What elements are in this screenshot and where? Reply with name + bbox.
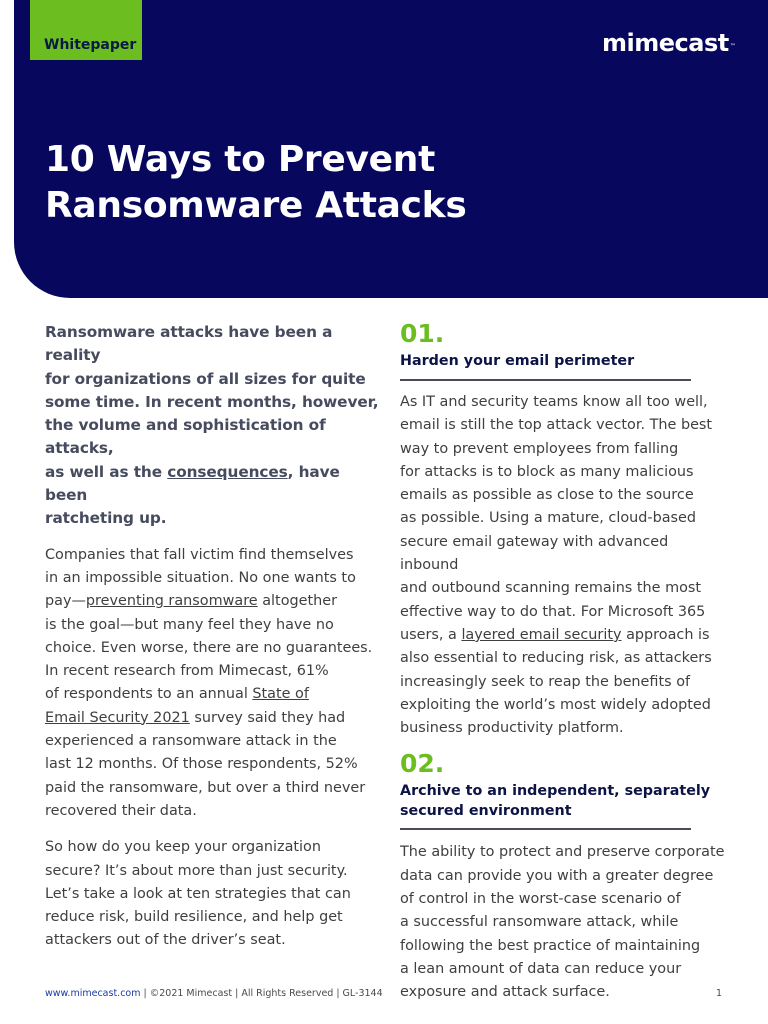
- intro-column: [45, 321, 380, 953]
- body-line: of control in the worst-case scenario of: [400, 891, 681, 908]
- consequences-link[interactable]: consequences: [167, 462, 288, 481]
- page-number: 1: [716, 988, 723, 999]
- para-line: last 12 months. Of those respondents, 52%: [45, 756, 358, 773]
- preventing-ransomware-link[interactable]: preventing ransomware: [85, 593, 258, 610]
- document-type-tag: Whitepaper: [30, 0, 142, 60]
- para-line: is the goal—but many feel they have no: [45, 616, 334, 633]
- body-line: and outbound scanning remains the most: [400, 580, 702, 597]
- intro-paragraph-2: [45, 836, 380, 952]
- trademark-mark: ™: [729, 43, 736, 50]
- para-line: in an impossible situation. No one wants to: [45, 569, 356, 586]
- body-line: a successful ransomware attack, while: [400, 914, 679, 931]
- para-line: [45, 590, 380, 613]
- website-link[interactable]: www.mimecast.com: [45, 988, 141, 999]
- intro-paragraph-1: [45, 544, 380, 824]
- body-line: [400, 624, 730, 647]
- body-line: increasingly seek to reap the benefits of: [400, 673, 691, 690]
- heading-line: secured environment: [400, 803, 572, 820]
- para-line: choice. Even worse, there are no guarantees.: [45, 639, 373, 656]
- para-line: So how do you keep your organization: [45, 839, 321, 856]
- page-title: [45, 137, 645, 229]
- tips-column: [400, 318, 730, 1005]
- body-text: approach is: [621, 626, 710, 643]
- para-line: Let’s take a look at ten strategies that can: [45, 885, 351, 902]
- para-line: recovered their data.: [45, 802, 197, 819]
- para-text: of respondents to an annual: [45, 686, 253, 703]
- heading-line: Archive to an independent, separately: [400, 783, 711, 800]
- copyright-text: | ©2021 Mimecast | All Rights Reserved | GL-3144: [140, 988, 383, 999]
- lead-line: some time. In recent months, however,: [45, 392, 379, 411]
- para-text: pay—: [45, 593, 86, 610]
- body-text: users, a: [400, 626, 462, 643]
- title-line: Ransomware Attacks: [45, 185, 467, 226]
- para-line: reduce risk, build resilience, and help get: [45, 909, 343, 926]
- body-line: as possible. Using a mature, cloud-based: [400, 510, 697, 527]
- section-divider: [400, 828, 691, 830]
- lead-line: for organizations of all sizes for quite: [45, 369, 366, 388]
- layered-email-security-link[interactable]: layered email security: [461, 626, 622, 643]
- para-line: paid the ransomware, but over a third never: [45, 779, 366, 796]
- lead-line: Ransomware attacks have been a reality: [45, 323, 333, 365]
- lead-line: the volume and sophistication of attacks,: [45, 416, 326, 458]
- body-line: secure email gateway with advanced inbound: [400, 533, 669, 574]
- body-line: exploiting the world’s most widely adopted: [400, 696, 711, 713]
- lead-text: as well as the: [45, 462, 168, 481]
- body-line: The ability to protect and preserve corporate: [400, 844, 725, 861]
- para-line: Companies that fall victim find themselves: [45, 546, 354, 563]
- lead-line: ratcheting up.: [45, 509, 167, 528]
- section-number: 01.: [400, 319, 445, 348]
- para-line: In recent research from Mimecast, 61%: [45, 663, 329, 680]
- para-line: experienced a ransomware attack in the: [45, 733, 337, 750]
- logo-text: mimecast: [602, 29, 729, 57]
- body-line: a lean amount of data can reduce your: [400, 960, 682, 977]
- section-body: [400, 841, 730, 1004]
- body-line: following the best practice of maintaining: [400, 937, 701, 954]
- body-line: for attacks is to block as many malicious: [400, 463, 694, 480]
- intro-lead: [45, 321, 380, 531]
- para-text: survey said they had: [189, 709, 346, 726]
- body-line: data can provide you with a greater degree: [400, 867, 714, 884]
- section-heading: [400, 781, 730, 821]
- section-number: 02.: [400, 749, 445, 779]
- mimecast-logo[interactable]: [602, 30, 735, 56]
- para-text: altogether: [257, 593, 338, 610]
- body-line: also essential to reducing risk, as attackers: [400, 650, 712, 667]
- para-line: [45, 683, 380, 706]
- para-line: secure? It’s about more than just security.: [45, 862, 348, 879]
- page-footer: [45, 988, 725, 1000]
- section-heading: Harden your email perimeter: [400, 353, 635, 369]
- body-line: email is still the top attack vector. The best: [400, 417, 713, 434]
- body-line: exposure and attack surface.: [400, 984, 610, 1001]
- section-body: [400, 391, 730, 740]
- para-line: attackers out of the driver’s seat.: [45, 932, 286, 949]
- state-of-email-security-link[interactable]: Email Security 2021: [45, 709, 190, 726]
- body-line: As IT and security teams know all too well,: [400, 394, 708, 410]
- para-line: [45, 707, 380, 730]
- body-line: business productivity platform.: [400, 720, 624, 737]
- state-of-email-security-link[interactable]: State of: [252, 686, 309, 703]
- section-divider: [400, 379, 691, 381]
- title-line: 10 Ways to Prevent: [45, 139, 436, 180]
- body-line: effective way to do that. For Microsoft 365: [400, 603, 706, 620]
- lead-text: , have been: [45, 462, 340, 505]
- lead-line: [45, 461, 380, 508]
- body-line: way to prevent employees from falling: [400, 440, 679, 457]
- body-line: emails as possible as close to the source: [400, 487, 694, 504]
